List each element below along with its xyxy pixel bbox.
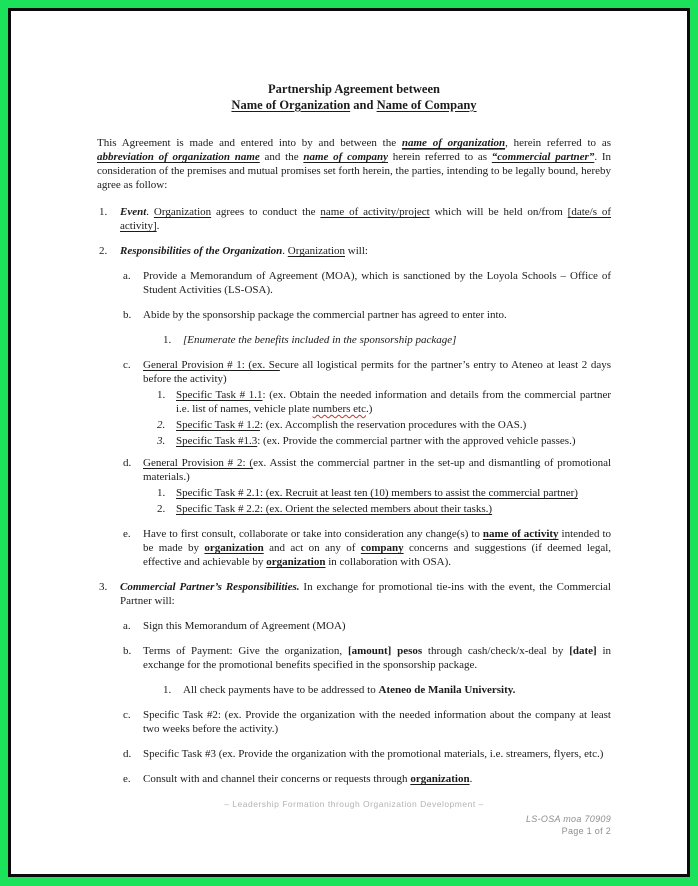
text-run: All check payments have to be addressed to <box>183 684 379 696</box>
text-run: which will be held on/from <box>429 206 568 218</box>
list-item-text <box>176 418 611 432</box>
list-item-marker <box>157 434 176 448</box>
text-run: 1. <box>99 206 108 218</box>
list-item <box>97 502 611 516</box>
list-item-marker <box>123 747 143 761</box>
text-run: : (ex. Accomplish the reservation procedures with the OAS.) <box>259 419 527 431</box>
intro-paragraph <box>97 136 611 192</box>
text-run: Specific Task #2: (ex. Provide the organization with the needed information about the company at least two weeks before the activity.) <box>143 709 611 735</box>
list-item-marker <box>157 486 176 500</box>
list-item-marker <box>123 772 143 786</box>
text-run: 1. <box>157 487 166 499</box>
list-item-marker <box>163 333 183 347</box>
text-run: : (ex. Obtain the needed information and details from the commercial partner i.e. list of names, vehicle plate <box>176 389 611 415</box>
list-item-text <box>143 308 611 322</box>
list-item-marker <box>123 644 143 672</box>
text-run: Have to first consult, collaborate or take into consideration any change(s) to <box>143 528 483 540</box>
footer-tagline: – Leadership Formation through Organization Development – <box>224 799 484 809</box>
text-run: 1. <box>163 334 172 346</box>
list-item-text <box>143 708 611 736</box>
list-item-text <box>120 205 611 233</box>
text-run: in collaboration with OSA). <box>325 556 452 568</box>
list-item-text <box>120 580 611 608</box>
text-run: agrees to conduct the <box>211 206 321 218</box>
text-run: c. <box>123 359 131 371</box>
text-run: and act on any of <box>263 542 361 554</box>
list-item-text <box>176 388 611 416</box>
text-run: in exchange for the promotional benefits specified in the sponsorship package. <box>143 645 611 671</box>
page-content <box>11 11 687 837</box>
footer-page-number: Page 1 of 2 <box>561 826 611 836</box>
text-run: . <box>282 245 288 257</box>
list-item <box>97 644 611 672</box>
list-item-marker <box>99 580 120 608</box>
list-item-text <box>143 619 611 633</box>
list-item <box>97 269 611 297</box>
text-run: e. <box>123 773 131 785</box>
text-run: name of activity <box>482 528 559 540</box>
text-run: Organization <box>287 245 346 257</box>
list-item-marker <box>157 388 176 416</box>
text-run: Provide a Memorandum of Agreement (MOA), which is sanctioned by the Loyola Schools – Office of Student Activities (LS-OSA). <box>143 270 611 296</box>
text-run: Specific Task #1.3 <box>176 435 258 447</box>
list-item <box>97 205 611 233</box>
text-run: 2. <box>99 245 108 257</box>
text-run: intended to be made by <box>143 528 611 554</box>
text-run: d. <box>123 748 132 760</box>
list-item-marker <box>157 502 176 516</box>
list-item-marker <box>123 619 143 633</box>
text-run: General Provision # 2: ( <box>143 457 254 469</box>
text-run: Terms of Payment: Give the organization, <box>143 645 348 657</box>
list-item <box>97 619 611 633</box>
text-run: [date/s of activity] <box>120 206 612 232</box>
text-run: Organization <box>153 206 212 218</box>
text-run: d. <box>123 457 132 469</box>
list-item <box>97 333 611 347</box>
list-item-text <box>143 456 611 484</box>
text-run: name of company <box>303 151 389 163</box>
list-item <box>97 772 611 786</box>
text-run: Partnership Agreement between <box>268 82 440 96</box>
list-item-marker <box>163 683 183 697</box>
text-run: . In consideration of the premises and mutual promises set forth herein, the parties, intending to be legally bound, hereby agree as follow: <box>97 151 611 191</box>
text-run: . <box>156 220 160 232</box>
list-item-marker <box>123 527 143 569</box>
text-run: through cash/check/x-deal by <box>422 645 570 657</box>
list-item <box>97 708 611 736</box>
document-title-line1 <box>97 81 611 97</box>
list-item <box>97 683 611 697</box>
text-run: name of activity/project <box>320 206 430 218</box>
list-item <box>97 434 611 448</box>
list-item-text <box>120 244 611 258</box>
text-run: : (ex. Provide the commercial partner with the approved vehicle passes.) <box>257 435 576 447</box>
list-item-marker <box>123 358 143 386</box>
text-run: . <box>469 773 473 785</box>
document-body <box>97 205 611 786</box>
list-item-marker <box>123 456 143 484</box>
list-item-marker <box>123 308 143 322</box>
list-item-text <box>176 502 611 516</box>
document-title <box>97 81 611 113</box>
list-item-text <box>143 772 611 786</box>
text-run: Name of Organization <box>231 98 351 112</box>
text-run: e. <box>123 528 131 540</box>
list-item-marker <box>157 418 176 432</box>
text-run: herein referred to as <box>388 151 492 163</box>
list-item <box>97 527 611 569</box>
list-item-marker <box>123 708 143 736</box>
text-run: Specific Task #3 (ex. Provide the organization with the promotional materials, i.e. streamers, flyers, etc.) <box>143 748 604 760</box>
text-run: numbers etc <box>312 403 366 415</box>
text-run: name of organization <box>401 137 506 149</box>
text-run: [amount] pesos <box>347 645 423 657</box>
list-item <box>97 418 611 432</box>
text-run: Name of Company <box>376 98 477 112</box>
text-run: [Enumerate the benefits included in the sponsorship package] <box>183 334 457 346</box>
text-run: b. <box>123 645 132 657</box>
text-run: . <box>146 206 154 218</box>
text-run: Abide by the sponsorship package the commercial partner has agreed to enter into. <box>143 309 507 321</box>
list-item-text <box>176 434 611 448</box>
list-item-text <box>143 269 611 297</box>
text-run: c. <box>123 709 131 721</box>
list-item-text <box>143 644 611 672</box>
list-item <box>97 244 611 258</box>
document-title-line2 <box>97 97 611 113</box>
text-run: Specific Task # 2.1: (ex. Recruit at least ten (10) members to assist the commercial partner) <box>176 487 578 499</box>
list-item <box>97 388 611 416</box>
text-run: Consult with and channel their concerns or requests through <box>143 773 411 785</box>
text-run: 1. <box>157 389 166 401</box>
text-run: Responsibilities of the Organization <box>120 245 283 257</box>
text-run: b. <box>123 309 132 321</box>
text-run: organization <box>266 556 326 568</box>
text-run: Commercial Partner’s Responsibilities. <box>120 581 300 593</box>
text-run: concerns and suggestions (if deemed legal, effective and achievable by <box>143 542 612 568</box>
list-item <box>97 747 611 761</box>
page <box>8 8 690 877</box>
text-run: and the <box>259 151 304 163</box>
text-run: In exchange for promotional tie-ins with the event, the Commercial Partner will: <box>120 581 611 607</box>
footer-page-info <box>97 813 611 837</box>
text-run: 2. <box>157 503 166 515</box>
text-run: Specific Task # 2.2: (ex. Orient the selected members about their tasks.) <box>176 503 493 515</box>
list-item-text <box>143 358 611 386</box>
text-run: [date] <box>569 645 597 657</box>
text-run: Specific Task # 1.1 <box>176 389 263 401</box>
list-item <box>97 486 611 500</box>
list-item <box>97 456 611 484</box>
text-run: abbreviation of organization name <box>97 151 260 163</box>
text-run: Specific Task # 1.2 <box>176 419 260 431</box>
text-run: This Agreement is made and entered into by and between the <box>97 137 402 149</box>
list-item-marker <box>123 269 143 297</box>
text-run: .) <box>366 403 373 415</box>
list-item-text <box>183 683 611 697</box>
text-run: cure all logistical permits for the partner’s entry to Ateneo at least 2 days before the activity) <box>143 359 611 385</box>
text-run: “commercial partner” <box>491 151 595 163</box>
text-run: General Provision # 1: (ex. Se <box>143 359 280 371</box>
text-run: company <box>360 542 404 554</box>
list-item <box>97 308 611 322</box>
footer-doc-ref: LS-OSA moa 70909 <box>525 814 611 824</box>
list-item-text <box>143 527 611 569</box>
text-run: 3. <box>157 435 166 447</box>
text-run: ex. Assist the commercial partner in the set-up and dismantling of promotional materials.) <box>143 457 612 483</box>
text-run: 3. <box>99 581 108 593</box>
list-item <box>97 580 611 608</box>
text-run: organization <box>410 773 470 785</box>
list-item-marker <box>99 205 120 233</box>
text-run: and <box>350 98 377 112</box>
text-run: 2. <box>157 419 166 431</box>
list-item <box>97 358 611 386</box>
text-run: Sign this Memorandum of Agreement (MOA) <box>143 620 346 632</box>
text-run: a. <box>123 620 131 632</box>
text-run: will: <box>345 245 368 257</box>
text-run: organization <box>204 542 264 554</box>
text-run: , herein referred to as <box>505 137 611 149</box>
text-run: a. <box>123 270 131 282</box>
text-run: Event <box>120 206 147 218</box>
list-item-text <box>143 747 611 761</box>
list-item-text <box>183 333 611 347</box>
list-item-marker <box>99 244 120 258</box>
text-run: 1. <box>163 684 172 696</box>
text-run: Ateneo de Manila University. <box>378 684 516 696</box>
list-item-text <box>176 486 611 500</box>
